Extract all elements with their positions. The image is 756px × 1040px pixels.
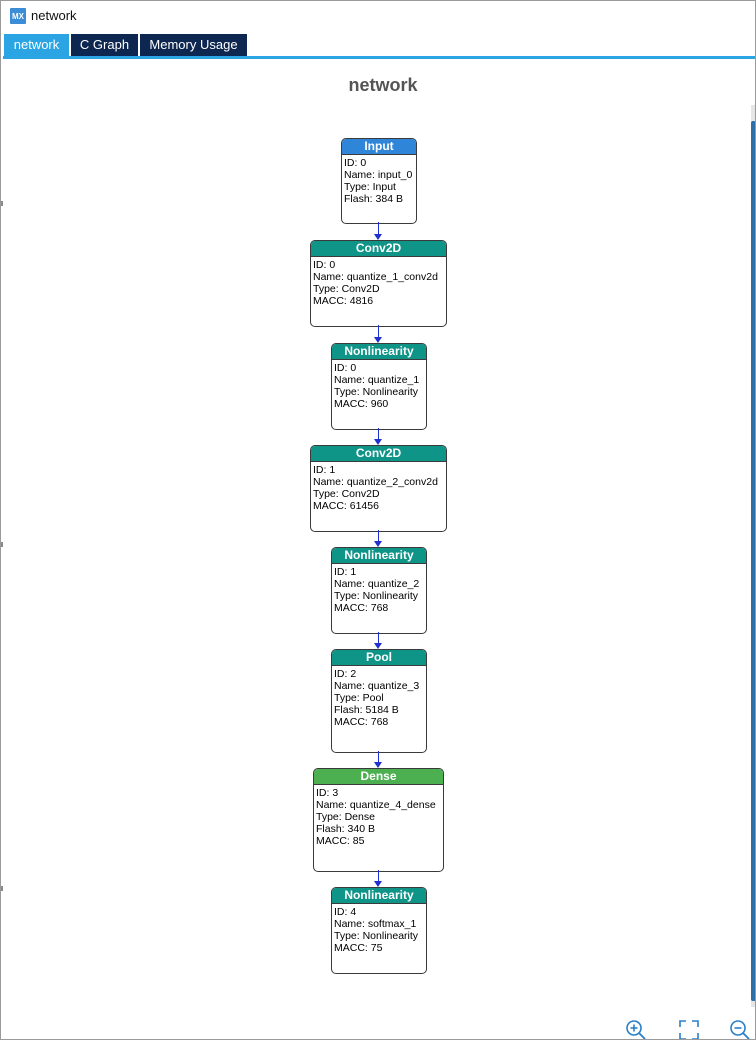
node-details [311, 462, 446, 512]
graph-edge [378, 530, 379, 541]
tab-underline [3, 56, 755, 59]
node-detail-line: Type: Conv2D [313, 283, 380, 295]
node-detail-line: MACC: 768 [334, 716, 389, 728]
title-bar [1, 1, 755, 31]
tab-bar [1, 34, 755, 56]
graph-edge [378, 325, 379, 337]
node-detail-line: Name: quantize_3 [334, 680, 420, 692]
app-logo-icon: MX [10, 8, 26, 24]
node-detail-line: MACC: 75 [334, 942, 383, 954]
fit-screen-icon[interactable] [678, 1019, 700, 1040]
tab-c-graph[interactable]: C Graph [71, 34, 138, 56]
node-detail-line: Name: quantize_2_conv2d [313, 476, 438, 488]
node-details [311, 257, 446, 307]
node-detail-line: MACC: 768 [334, 602, 389, 614]
zoom-in-icon[interactable] [625, 1019, 647, 1040]
node-header: Input [342, 139, 416, 155]
splitter-tick [1, 201, 3, 206]
node-detail-line: MACC: 61456 [313, 500, 379, 512]
node-header: Nonlinearity [332, 344, 426, 360]
node-details [342, 155, 416, 205]
node-detail-line: ID: 0 [344, 157, 367, 169]
graph-edge [378, 222, 379, 234]
node-detail-line: MACC: 4816 [313, 295, 374, 307]
graph-node-nonlinearity[interactable] [331, 887, 427, 974]
graph-node-pool[interactable] [331, 649, 427, 753]
node-detail-line: Type: Nonlinearity [334, 930, 419, 942]
node-detail-line: Type: Input [344, 181, 396, 193]
tab-memory-usage[interactable]: Memory Usage [140, 34, 247, 56]
node-header: Conv2D [311, 446, 446, 462]
node-detail-line: ID: 2 [334, 668, 357, 680]
node-detail-line: Name: quantize_1_conv2d [313, 271, 438, 283]
node-detail-line: MACC: 960 [334, 398, 389, 410]
node-detail-line: ID: 3 [316, 787, 339, 799]
node-header: Nonlinearity [332, 888, 426, 904]
graph-edge [378, 751, 379, 762]
graph-edge [378, 870, 379, 881]
window-title: network [31, 8, 77, 23]
node-details [314, 785, 443, 847]
graph-node-conv2d[interactable] [310, 240, 447, 327]
node-header: Conv2D [311, 241, 446, 257]
node-detail-line: Type: Nonlinearity [334, 386, 419, 398]
graph-title: network [348, 75, 418, 95]
node-detail-line: MACC: 85 [316, 835, 365, 847]
node-detail-line: Type: Dense [316, 811, 375, 823]
scrollbar-thumb[interactable] [751, 121, 756, 1001]
node-detail-line: Name: quantize_4_dense [316, 799, 436, 811]
node-details [332, 564, 426, 614]
graph-edge [378, 632, 379, 643]
node-detail-line: Flash: 384 B [344, 193, 403, 205]
node-details [332, 360, 426, 410]
node-detail-line: Type: Conv2D [313, 488, 380, 500]
node-details [332, 666, 426, 728]
node-header: Nonlinearity [332, 548, 426, 564]
node-detail-line: ID: 4 [334, 906, 357, 918]
node-detail-line: ID: 1 [334, 566, 357, 578]
node-detail-line: ID: 1 [313, 464, 336, 476]
graph-edge [378, 428, 379, 439]
node-detail-line: Flash: 340 B [316, 823, 375, 835]
graph-node-dense[interactable] [313, 768, 444, 872]
node-detail-line: ID: 0 [334, 362, 357, 374]
node-detail-line: ID: 0 [313, 259, 336, 271]
zoom-out-icon[interactable] [729, 1019, 751, 1040]
node-detail-line: Type: Pool [334, 692, 384, 704]
graph-node-nonlinearity[interactable] [331, 547, 427, 634]
node-detail-line: Flash: 5184 B [334, 704, 399, 716]
vertical-scrollbar[interactable] [751, 105, 756, 1007]
node-header: Pool [332, 650, 426, 666]
graph-node-input[interactable] [341, 138, 417, 224]
node-details [332, 904, 426, 954]
node-detail-line: Name: quantize_1 [334, 374, 420, 386]
graph-node-nonlinearity[interactable] [331, 343, 427, 430]
tab-network[interactable]: network [4, 34, 69, 56]
splitter-tick [1, 886, 3, 891]
node-detail-line: Type: Nonlinearity [334, 590, 419, 602]
node-header: Dense [314, 769, 443, 785]
node-detail-line: Name: quantize_2 [334, 578, 420, 590]
graph-node-conv2d[interactable] [310, 445, 447, 532]
node-detail-line: Name: input_0 [344, 169, 413, 181]
node-detail-line: Name: softmax_1 [334, 918, 417, 930]
splitter-tick [1, 542, 3, 547]
